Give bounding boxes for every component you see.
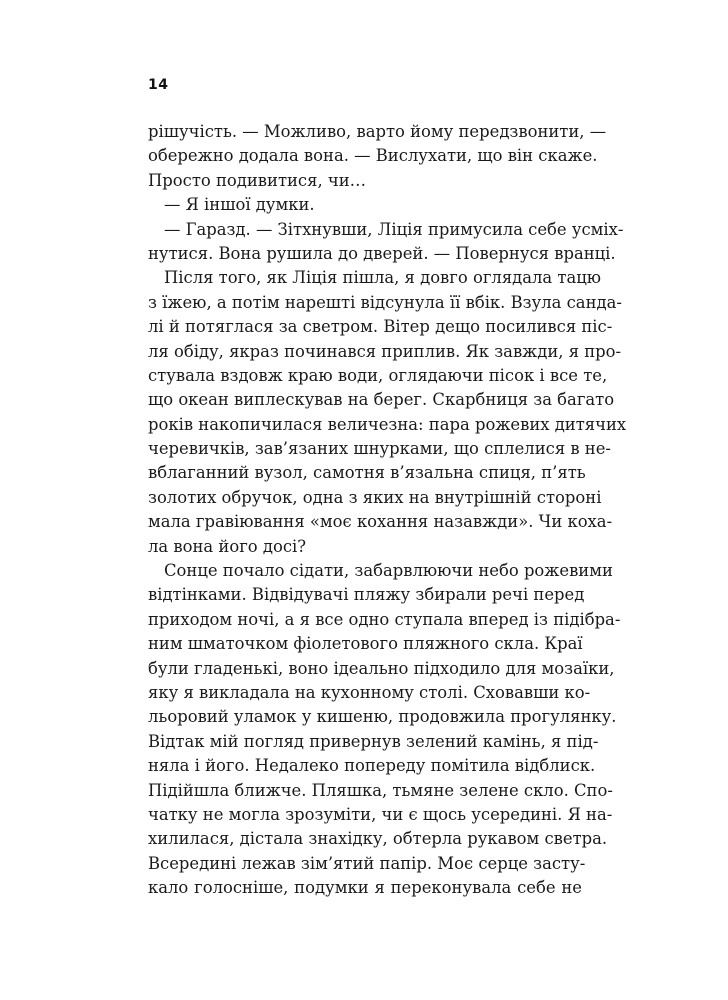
text-line: льоровий уламок у кишеню, продовжила прогулянку. [148,707,617,727]
text-line: ла вона його досі? [148,536,307,556]
text-line: хилилася, дістала знахідку, обтерла рукавом светра. [148,829,608,849]
text-line: що океан виплескував на берег. Скарбниця за багато [148,390,615,410]
text-line: рішучість. — Можливо, варто йому передзвонити, — [148,122,607,141]
text-line: лі й потяглася за светром. Вітер дещо посилився піс- [148,317,613,337]
text-line: — Гаразд. — Зітхнувши, Ліція примусила себе усміх- [164,219,624,239]
text-line: золотих обручок, одна з яких на внутрішній стороні [148,487,602,507]
text-line: вблаганний вузол, самотня в’язальна спиця, п’ять [148,463,586,483]
text-line: Відтак мій погляд привернув зелений камінь, я під- [148,731,599,751]
text-line: няла і його. Недалеко попереду помітила відблиск. [148,756,596,776]
text-line: були гладенькі, воно ідеально підходило для мозаїки, [148,658,615,678]
text-line: Просто подивитися, чи… [148,170,367,190]
text-line: ля обіду, якраз починався приплив. Як завжди, я про- [148,341,622,361]
text-line: ним шматочком фіолетового пляжного скла. Краї [148,634,583,654]
text-line: стувала вздовж краю води, оглядаючи пісок і все те, [148,365,608,385]
text-line: черевичків, зав’язаних шнурками, що сплелися в не- [148,439,611,459]
text-line: років накопичилася величезна: пара рожевих дитячих [148,414,627,434]
body-text [148,120,627,901]
text-line: обережно додала вона. — Вислухати, що він скаже. [148,146,598,166]
text-line: чатку не могла зрозуміти, чи є щось усередині. Я на- [148,804,613,824]
text-line: кало голосніше, подумки я переконувала себе не [148,878,582,898]
text-line: приходом ночі, а я все одно ступала вперед із підібра- [148,609,621,629]
text-line: з їжею, а потім нарешті відсунула її вбік. Взула санда- [148,292,622,312]
text-line: відтінками. Відвідувачі пляжу збирали речі перед [148,585,585,605]
text-line: Підійшла ближче. Пляшка, тьмяне зелене скло. Спо- [148,780,613,800]
page-number: 14 [148,77,169,93]
text-line: нутися. Вона рушила до дверей. — Повернуся вранці. [148,243,616,263]
text-line: Сонце почало сідати, забарвлюючи небо рожевими [164,561,613,581]
text-line: — Я іншої думки. [164,195,315,215]
text-line: мала гравіювання «моє кохання назавжди». Чи коха- [148,512,613,532]
text-line: Всередині лежав зім’ятий папір. Моє серце засту- [148,853,586,873]
text-line: Після того, як Ліція пішла, я довго оглядала тацю [164,268,602,288]
text-line: яку я викладала на кухонному столі. Сховавши ко- [148,682,591,702]
